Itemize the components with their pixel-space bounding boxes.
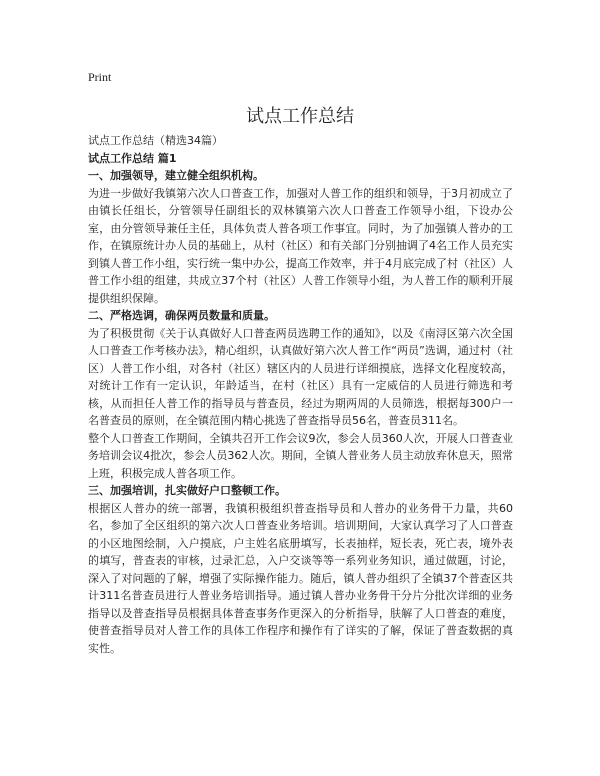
document-body	[88, 132, 513, 657]
paragraph: 整个人口普查工作期间，全镇共召开工作会议9次，参会人员360人次，开展人口普查业务培训会议4批次，参会人员362人次。期间，全镇人普业务人员主动放弃休息天，照常上班，积极完成人普各项工作。	[88, 431, 513, 480]
paragraph: 为进一步做好我镇第六次人口普查工作，加强对人普工作的组织和领导，于3月初成立了由镇长任组长，分管领导任副组长的双林镇第六次人口普查工作领导小组，下设办公室，由分管领导兼任主任，具体负责人普各项工作事宜。同时，为了加强镇人普办的工作，在镇原统计办人员的基础上，从村（社区）和有关部门分别抽调了4名工作人员充实到镇人普工作小组，实行统一集中办公，提高工作效率，并于4月底完成了村（社区）人普工作小组的组建，共成立37个村（社区）人普工作领导小组，为人普工作的顺利开展提供组织保障。	[88, 186, 513, 305]
section-heading: 二、严格选调，确保两员数量和质量。	[88, 309, 275, 322]
section-heading: 三、加强培训，扎实做好户口整顿工作。	[88, 484, 286, 497]
page-title: 试点工作总结	[246, 106, 354, 127]
article-title: 试点工作总结 篇1	[88, 151, 177, 165]
paragraph: 根据区人普办的统一部署，我镇积极组织普查指导员和人普办的业务骨干力量，共60名，参加了全区组织的第六次人口普查业务培训。培训期间，大家认真学习了人口普查的小区地图绘制，入户摸底，户主姓名底册填写，长表抽样，短长表，死亡表，境外表的填写，普查表的审核，过录汇总，入户交谈等等一系列业务知识，通过做题，讨论，深入了对问题的了解，增强了实际操作能力。随后，镇人普办组织了全镇37个普查区共计311名普查员进行人普业务培训指导。通过镇人普办业务骨干分片分批次详细的业务指导以及普查指导员根据具体普查事务作更深入的分析指导，肤解了人口普查的难度，使普查指导员对人普工作的具体工作程序和操作有了详实的了解，保证了普查数据的真实性。	[88, 501, 513, 655]
section-heading: 一、加强领导，建立健全组织机构。	[88, 169, 264, 182]
print-label: Print	[88, 70, 112, 84]
document-subtitle: 试点工作总结（精选34篇）	[88, 134, 223, 147]
paragraph: 为了积极贯彻《关于认真做好人口普查两员选聘工作的通知》，以及《南浔区第六次全国人口普查工作考核办法》，精心组织，认真做好第六次人普工作“两员”选调，通过村（社区）人普工作小组，对各村（社区）辖区内的人员进行详细摸底，选择文化程度较高，对统计工作有一定认识，年龄适当，在村（社区）具有一定威信的人员进行筛选和考核，从而担任人普工作的指导员与普查员，经过为期两周的人员筛选，根据每300户一名普查员的原则，在全镇范围内精心挑选了普查指导员56名，普查员311名。	[88, 326, 513, 427]
